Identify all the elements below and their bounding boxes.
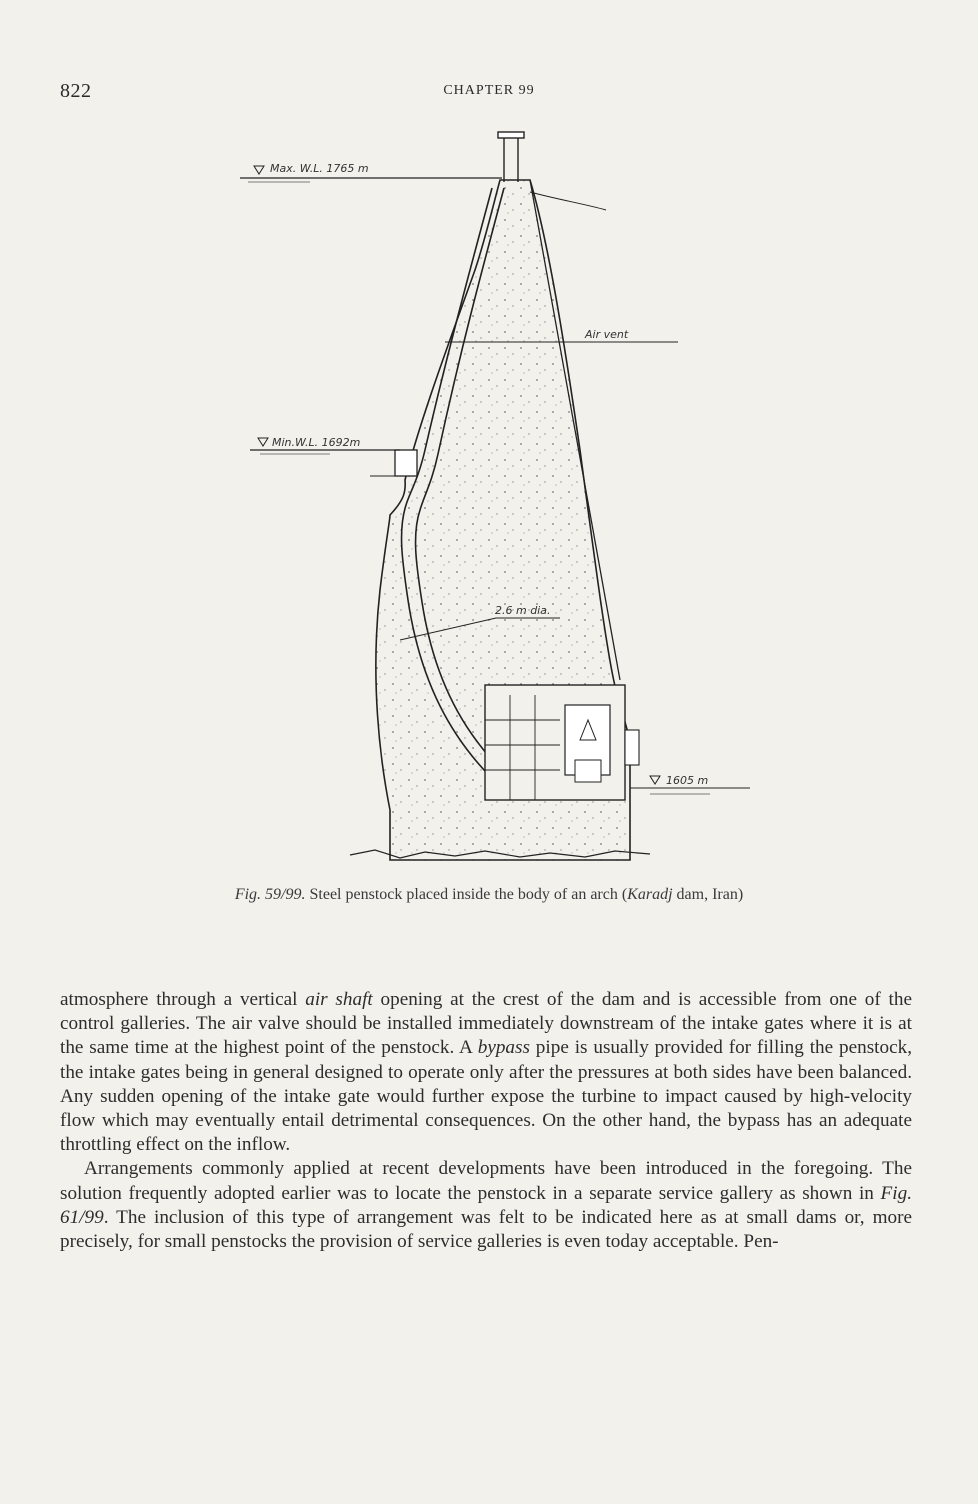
intake-gate — [395, 450, 417, 476]
min-wl-label: Min.W.L. 1692m — [272, 436, 361, 449]
diameter-label: 2.6 m dia. — [495, 604, 551, 617]
caption-suffix: dam, Iran) — [672, 886, 744, 903]
p1-text-b: opening at the crest of the dam and is accessible from one of the control galleries. The air valve should be installed immediately downstream of the intake gates where it is at the same time at the highest point of the penstock. A — [60, 989, 912, 1059]
p1-emphasis-air-shaft: air shaft — [305, 989, 373, 1010]
paragraph-2 — [60, 1157, 912, 1254]
tailwater-triangle — [650, 776, 660, 784]
running-head: CHAPTER 99 — [443, 83, 535, 98]
p1-emphasis-bypass: bypass — [477, 1037, 530, 1059]
air-vent-label: Air vent — [585, 328, 629, 341]
max-wl-triangle — [254, 166, 264, 174]
figure-caption — [60, 886, 918, 904]
body-text — [60, 988, 912, 1254]
dam-section-drawing — [230, 120, 790, 870]
page-header — [60, 80, 918, 104]
p2-text-a: Arrangements commonly applied at recent developments have been introduced in the foregoing. The solution frequently adopted earlier was to locate the penstock in a separate service gallery as shown in — [60, 1158, 912, 1204]
right-bank — [530, 192, 606, 210]
page-number: 822 — [60, 80, 92, 102]
p2-figure-ref: Fig. 61/99 — [60, 1182, 912, 1228]
tailwater-label: 1605 m — [666, 774, 709, 787]
min-wl-triangle — [258, 438, 268, 446]
caption-dam-name: Karadj — [627, 886, 673, 903]
caption-text: Steel penstock placed inside the body of an arch ( — [305, 886, 628, 903]
p1-text-c: pipe is usually provided for filling the penstock, the intake gates being in general designed to operate only after the pressures at both sides have been balanced. Any sudden opening of the intake gate would further expose the turbine to impact caused by high-velocity flow which may eventually entail detrimental consequences. On the other hand, the bypass has an adequate throttling effect on the inflow. — [60, 1037, 912, 1156]
paragraph-1 — [60, 988, 912, 1157]
caption-figure-number: Fig. 59/99. — [234, 886, 306, 903]
p1-text-a: atmosphere through a vertical — [60, 989, 306, 1010]
p2-text-b: . The inclusion of this type of arrangement was felt to be indicated here as at small dams or, more precisely, for small penstocks the provision of service galleries is even today acceptable. Pen- — [60, 1206, 912, 1253]
dam-section-figure — [230, 120, 790, 870]
max-wl-label: Max. W.L. 1765 m — [270, 162, 369, 175]
crest-structure — [498, 132, 524, 138]
